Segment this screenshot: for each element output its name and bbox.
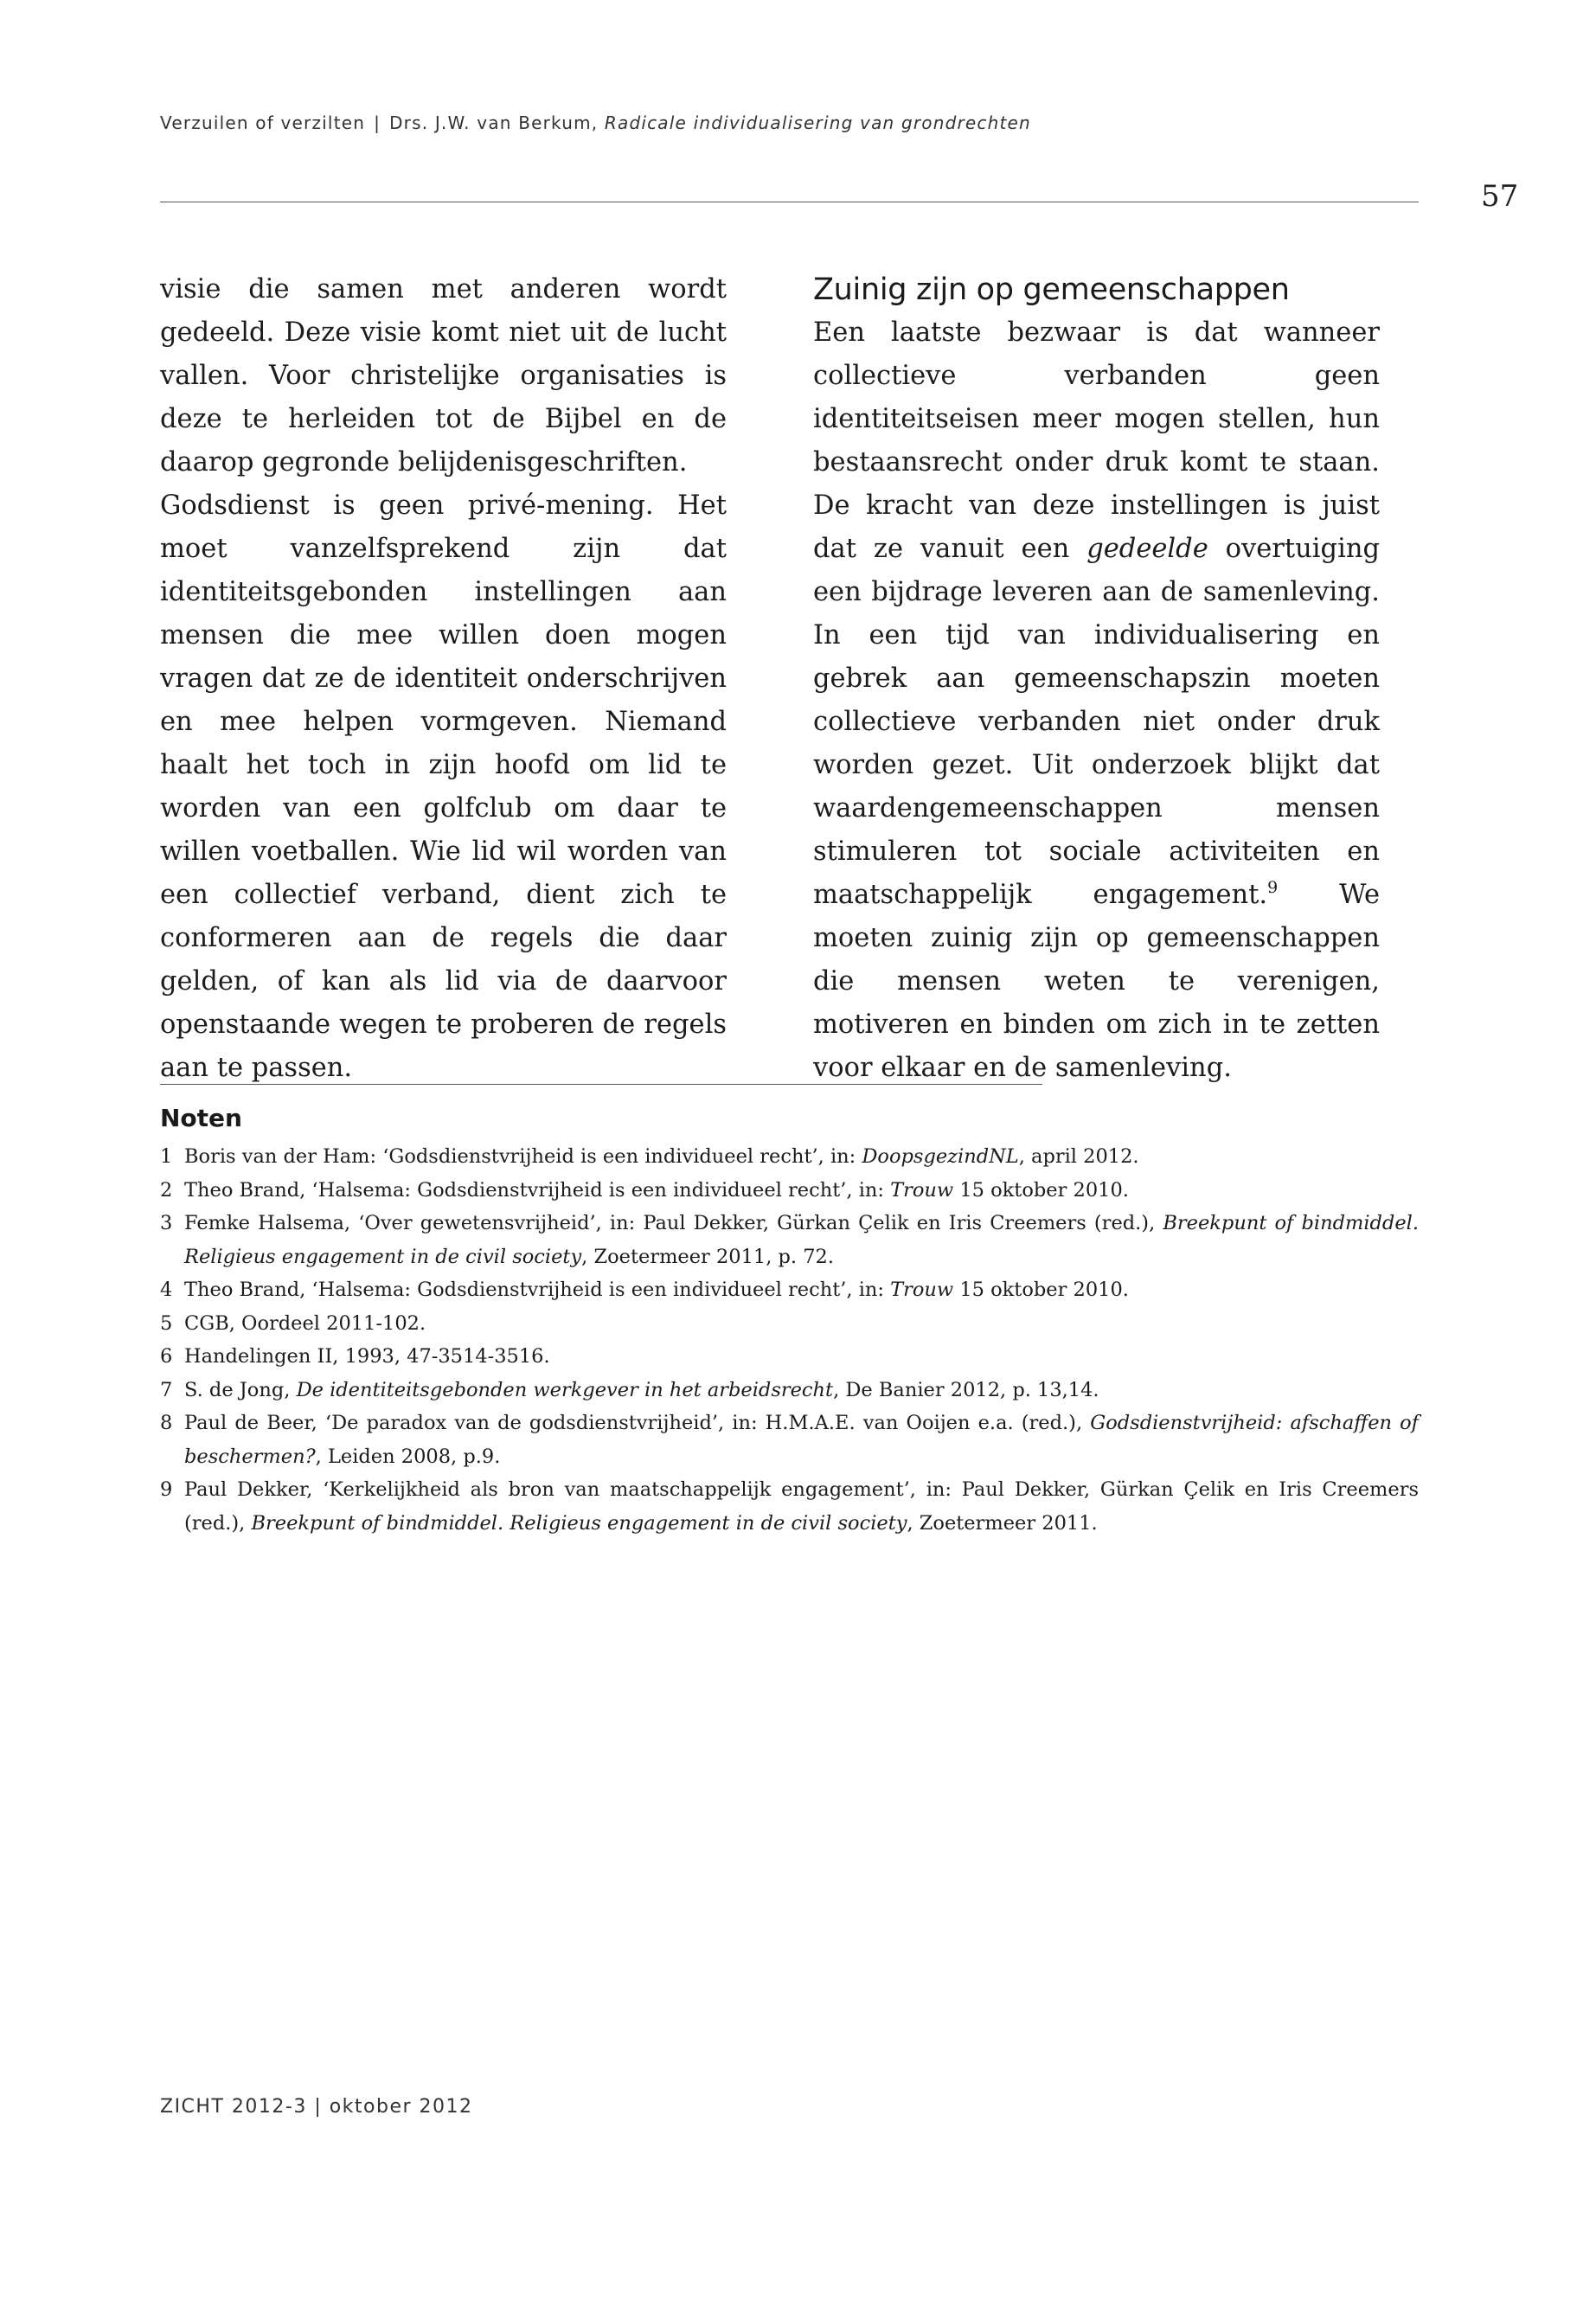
note-3: 3 Femke Halsema, ‘Over gewetensvrijheid’, in: Paul Dekker, Gürkan Çelik en Iris Creemers (red.), Breekpunt of bindmiddel. Religieus engagement in de civil society, Zoetermeer 2011, p. 72.: [160, 1212, 1419, 1268]
left-column: [160, 268, 727, 1090]
section-heading: Zuinig zijn op gemeenschappen: [813, 272, 1290, 307]
running-head-separator: |: [374, 112, 381, 133]
footer: ZICHT 2012-3 | oktober 2012: [160, 2096, 473, 2118]
note-2: 2 Theo Brand, ‘Halsema: Godsdienstvrijheid is een individueel recht’, in: Trouw 15 oktober 2010.: [160, 1178, 1129, 1202]
note-1: 1 Boris van der Ham: ‘Godsdienstvrijheid is een individueel recht’, in: DoopsgezindNL, april 2012.: [160, 1145, 1139, 1168]
emphasis-gedeelde: gedeelde: [1086, 534, 1208, 564]
note-8: 8 Paul de Beer, ‘De paradox van de godsdienstvrijheid’, in: H.M.A.E. van Ooijen e.a. (red.), Godsdienstvrijheid: afschaffen of beschermen?, Leiden 2008, p.9.: [160, 1412, 1419, 1468]
note-5: 5 CGB, Oordeel 2011-102.: [160, 1311, 426, 1335]
journal-section: Verzuilen of verzilten: [160, 112, 366, 133]
running-head: [160, 112, 1031, 133]
note-7: 7 S. de Jong, De identiteitsgebonden werkgever in het arbeidsrecht, De Banier 2012, p. 13,14.: [160, 1378, 1099, 1401]
note-9: 9 Paul Dekker, ‘Kerkelijkheid als bron van maatschappelijk engagement’, in: Paul Dekker, Gürkan Çelik en Iris Creemers (red.), Breekpunt of bindmiddel. Religieus engagement in de civil society, Zoetermeer 2011.: [160, 1478, 1419, 1535]
author: Drs. J.W. van Berkum,: [389, 112, 599, 133]
notes-list: [160, 1140, 1419, 1540]
note-4: 4 Theo Brand, ‘Halsema: Godsdienstvrijheid is een individueel recht’, in: Trouw 15 oktober 2010.: [160, 1279, 1129, 1301]
right-column: [813, 268, 1380, 1090]
notes-heading: Noten: [160, 1104, 242, 1132]
note-6: 6 Handelingen II, 1993, 47-3514-3516.: [160, 1345, 550, 1368]
left-paragraph-2: Godsdienst is geen privé-mening. Het moet vanzelfsprekend zijn dat identiteitsgebonden instellingen aan mensen die mee willen doen mogen vragen dat ze de identiteit onderschrijven en mee helpen vormgeven. Niemand haalt het toch in zijn hoofd om lid te worden van een golfclub om daar te willen voetballen. Wie lid wil worden van een collectief verband, dient zich te conformeren aan de regels die daar gelden, of kan als lid via de daarvoor openstaande wegen te proberen de regels aan te passen.: [160, 490, 727, 1083]
notes-rule: [160, 1084, 1042, 1085]
left-paragraph-1: visie die samen met anderen wordt gedeeld. Deze visie komt niet uit de lucht vallen. Voor christelijke organisaties is deze te herleiden tot de Bijbel en de daarop gegronde belijdenisgeschriften.: [160, 274, 727, 478]
footnote-ref-9[interactable]: 9: [1267, 878, 1279, 897]
right-paragraph: Een laatste bezwaar is dat wanneer collectieve verbanden geen identiteitseisen meer mogen stellen, hun bestaansrecht onder druk komt te staan. De kracht van deze instellingen is juist dat ze vanuit een gedeelde overtuiging een bijdrage leveren aan de samenleving. In een tijd van individualisering en gebrek aan gemeenschapszin moeten collectieve verbanden niet onder druk worden gezet. Uit onderzoek blijkt dat waardengemeenschappen mensen stimuleren tot sociale activiteiten en maatschappelijk engagement.$^9$ We moeten zuinig zijn op gemeenschappen die mensen weten te verenigen, motiveren en binden om zich in te zetten voor elkaar en de samenleving.: [813, 317, 1380, 1083]
article-title: Radicale individualisering van grondrechten: [604, 112, 1031, 133]
page-number: 57: [1481, 179, 1519, 214]
